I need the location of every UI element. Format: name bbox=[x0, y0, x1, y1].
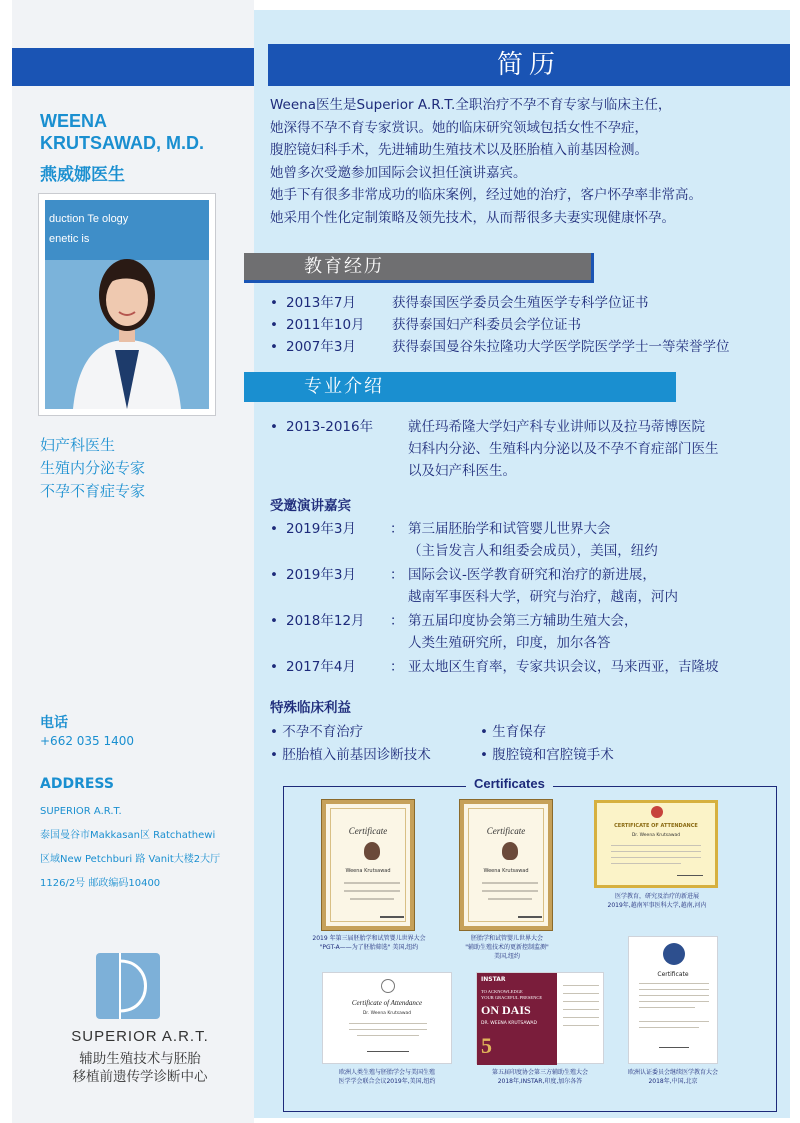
education-list bbox=[270, 292, 730, 358]
list-item: • 2013年7月 获得泰国医学委员会生殖医学专科学位证书 bbox=[270, 295, 649, 311]
title-item: 妇产科医生 bbox=[40, 436, 116, 454]
benefits-list bbox=[270, 721, 690, 767]
certificate-caption: 欧洲认证委员会继续医学教育大会 2018年,中国,北京 bbox=[627, 1069, 718, 1085]
phone-number: +662 035 1400 bbox=[40, 734, 135, 748]
portrait-icon bbox=[502, 842, 518, 860]
education-heading: 教育经历 bbox=[244, 253, 594, 283]
certificate-name: Dr. Weena Krutsawad bbox=[362, 1011, 412, 1016]
certificate-image bbox=[594, 800, 718, 888]
doctor-titles bbox=[40, 434, 145, 503]
certificate-heading-2: YOUR GRACEFUL PRESENCE bbox=[481, 995, 543, 1000]
certificate-heading-1: TO ACKNOWLEDGE bbox=[481, 989, 523, 994]
phone-label: 电话 bbox=[40, 715, 68, 731]
doctor-name-en bbox=[40, 110, 250, 154]
certificate-name: Dr. Weena Krutsawad bbox=[631, 833, 681, 838]
intro-line: 腹腔镜妇科手术，先进辅助生殖技术以及胚胎植入前基因检测。 bbox=[270, 142, 648, 158]
intro-line: 她采用个性化定制策略及领先技术，从而帮很多夫妻实现健康怀孕。 bbox=[270, 209, 675, 226]
certificate-heading: CERTIFICATE OF ATTENDANCE bbox=[614, 823, 698, 829]
certificate-name: Weena Krutsawad bbox=[345, 868, 391, 874]
list-item: • 2011年10月 获得泰国妇产科委员会学位证书 bbox=[270, 317, 581, 333]
certificate-image bbox=[322, 972, 452, 1064]
certificate-heading: Certificate of Attendance bbox=[351, 999, 423, 1007]
certificate-image bbox=[476, 972, 604, 1064]
address-line: 1126/2号 邮政编码10400 bbox=[40, 878, 161, 889]
certificate-heading: Certificate bbox=[486, 826, 526, 836]
list-item: • 腹腔镜和宫腔镜手术 bbox=[480, 747, 614, 763]
address-line: SUPERIOR A.R.T. bbox=[40, 806, 122, 817]
logo-name: SUPERIOR A.R.T. bbox=[71, 1028, 209, 1045]
title-item: 不孕不育症专家 bbox=[40, 482, 146, 500]
eu-stars-icon bbox=[663, 943, 685, 965]
certificate-caption: 第五届印度协会第三方辅助生殖大会 2018年,INSTAR,印度,加尔各答 bbox=[491, 1069, 588, 1085]
professional-heading: 专业介绍 bbox=[244, 372, 676, 402]
benefits-heading: 特殊临床利益 bbox=[270, 700, 351, 716]
list-item: • 2013-2016年 就任玛希隆大学妇产科专业讲师以及拉马蒂博医院 妇科内分泌、生殖科内分泌以及不孕不育症部门医生 以及妇产科医生。 bbox=[270, 419, 719, 479]
list-item: • 不孕不育治疗 bbox=[270, 724, 364, 740]
intro-line: 她手下有很多非常成功的临床案例，经过她的治疗，客户怀孕率非常高。 bbox=[270, 187, 702, 203]
doctor-name-en-line1: WEENA bbox=[40, 111, 107, 131]
superior-art-logo-icon bbox=[96, 953, 160, 1019]
certificate-caption: 医学教育，研究及治疗的新进展 2019年,越南军事医科大学,越南,河内 bbox=[607, 893, 707, 909]
emblem-icon bbox=[381, 979, 395, 993]
logo-subtitle-line1: 辅助生殖技术与胚胎 bbox=[79, 1051, 201, 1067]
address-block bbox=[40, 800, 220, 896]
list-item: • 2019年3月 ： 第三届胚胎学和试管婴儿世界大会 （主旨发言人和组委会成员），美国，纽约 bbox=[270, 521, 658, 559]
intro-line: 她曾多次受邀参加国际会议担任演讲嘉宾。 bbox=[270, 164, 527, 181]
certificate-image bbox=[460, 800, 552, 930]
certificate-brand: INSTAR bbox=[481, 976, 506, 983]
doctor-photo-frame bbox=[38, 193, 216, 416]
intro-line: 她深得不孕不育专家赏识。她的临床研究领域包括女性不孕症， bbox=[270, 119, 648, 136]
certificate-heading: Certificate bbox=[657, 971, 689, 978]
address-label: ADDRESS bbox=[40, 776, 114, 792]
resume-intro bbox=[270, 94, 780, 229]
seal-icon bbox=[651, 806, 663, 818]
logo-subtitle bbox=[40, 1050, 240, 1086]
doctor-photo bbox=[45, 200, 209, 409]
doctor-name-en-line2: KRUTSAWAD, M.D. bbox=[40, 133, 204, 153]
list-item: • 胚胎植入前基因诊断技术 bbox=[270, 747, 431, 763]
doctor-name-cn: 燕威娜医生 bbox=[40, 165, 125, 185]
photo-banner-text1: duction Te ology bbox=[49, 213, 129, 225]
logo-subtitle-line2: 移植前遗传学诊断中心 bbox=[72, 1069, 208, 1085]
portrait-icon bbox=[364, 842, 380, 860]
professional-list bbox=[270, 416, 719, 482]
certificate-image bbox=[628, 936, 718, 1064]
list-item: • 2019年3月 ： 国际会议-医学教育研究和治疗的新进展， 越南军事医科大学，研究与治疗，越南，河内 bbox=[270, 567, 678, 605]
certificate-image bbox=[322, 800, 414, 930]
address-line: 区域New Petchburi 路 Vanit大楼2大厅 bbox=[40, 854, 221, 865]
certificate-caption: 胚胎学和试管婴儿世界大会 "辅助生殖技术的更新控制监测" 美国,纽约 bbox=[465, 935, 549, 960]
certificate-heading-3: ON DAIS bbox=[481, 1003, 531, 1017]
intro-line: Weena医生是Superior A.R.T.全职治疗不孕不育专家与临床主任， bbox=[270, 97, 672, 113]
title-item: 生殖内分泌专家 bbox=[40, 459, 146, 477]
list-item: • 2018年12月 ： 第五届印度协会第三方辅助生殖大会， 人类生殖研究所，印度，加尔各答 bbox=[270, 613, 638, 651]
talks-heading: 受邀演讲嘉宾 bbox=[270, 498, 351, 514]
certificate-badge: 5 bbox=[481, 1033, 492, 1058]
talks-list bbox=[270, 518, 719, 678]
photo-banner-text2: enetic is bbox=[49, 233, 90, 245]
doctor-portrait-icon bbox=[45, 200, 209, 409]
certificates-title: Certificates bbox=[466, 776, 553, 791]
list-item: • 生育保存 bbox=[480, 724, 547, 740]
certificate-name: Weena Krutsawad bbox=[483, 868, 529, 874]
certificate-caption: 2019 年第三届胚胎学和试管婴儿世界大会 "PGT-A——为了胚胎筛选" 美国,纽约 bbox=[312, 935, 426, 951]
certificate-name: DR. WEENA KRUTSAWAD bbox=[481, 1021, 537, 1026]
certificate-caption: 欧洲人类生殖与胚胎学会与美国生殖 医学学会联合会议2019年,美国,纽约 bbox=[338, 1069, 436, 1085]
certificate-heading: Certificate bbox=[348, 826, 388, 836]
resume-title: 简历 bbox=[268, 44, 790, 86]
list-item: • 2007年3月 获得泰国曼谷朱拉隆功大学医学院医学学士一等荣誉学位 bbox=[270, 339, 730, 355]
left-header-band bbox=[12, 48, 254, 86]
address-line: 泰国曼谷市Makkasan区 Ratchathewi bbox=[40, 830, 216, 841]
list-item: • 2017年4月 ： 亚太地区生育率，专家共识会议，马来西亚，吉隆坡 bbox=[270, 659, 719, 675]
